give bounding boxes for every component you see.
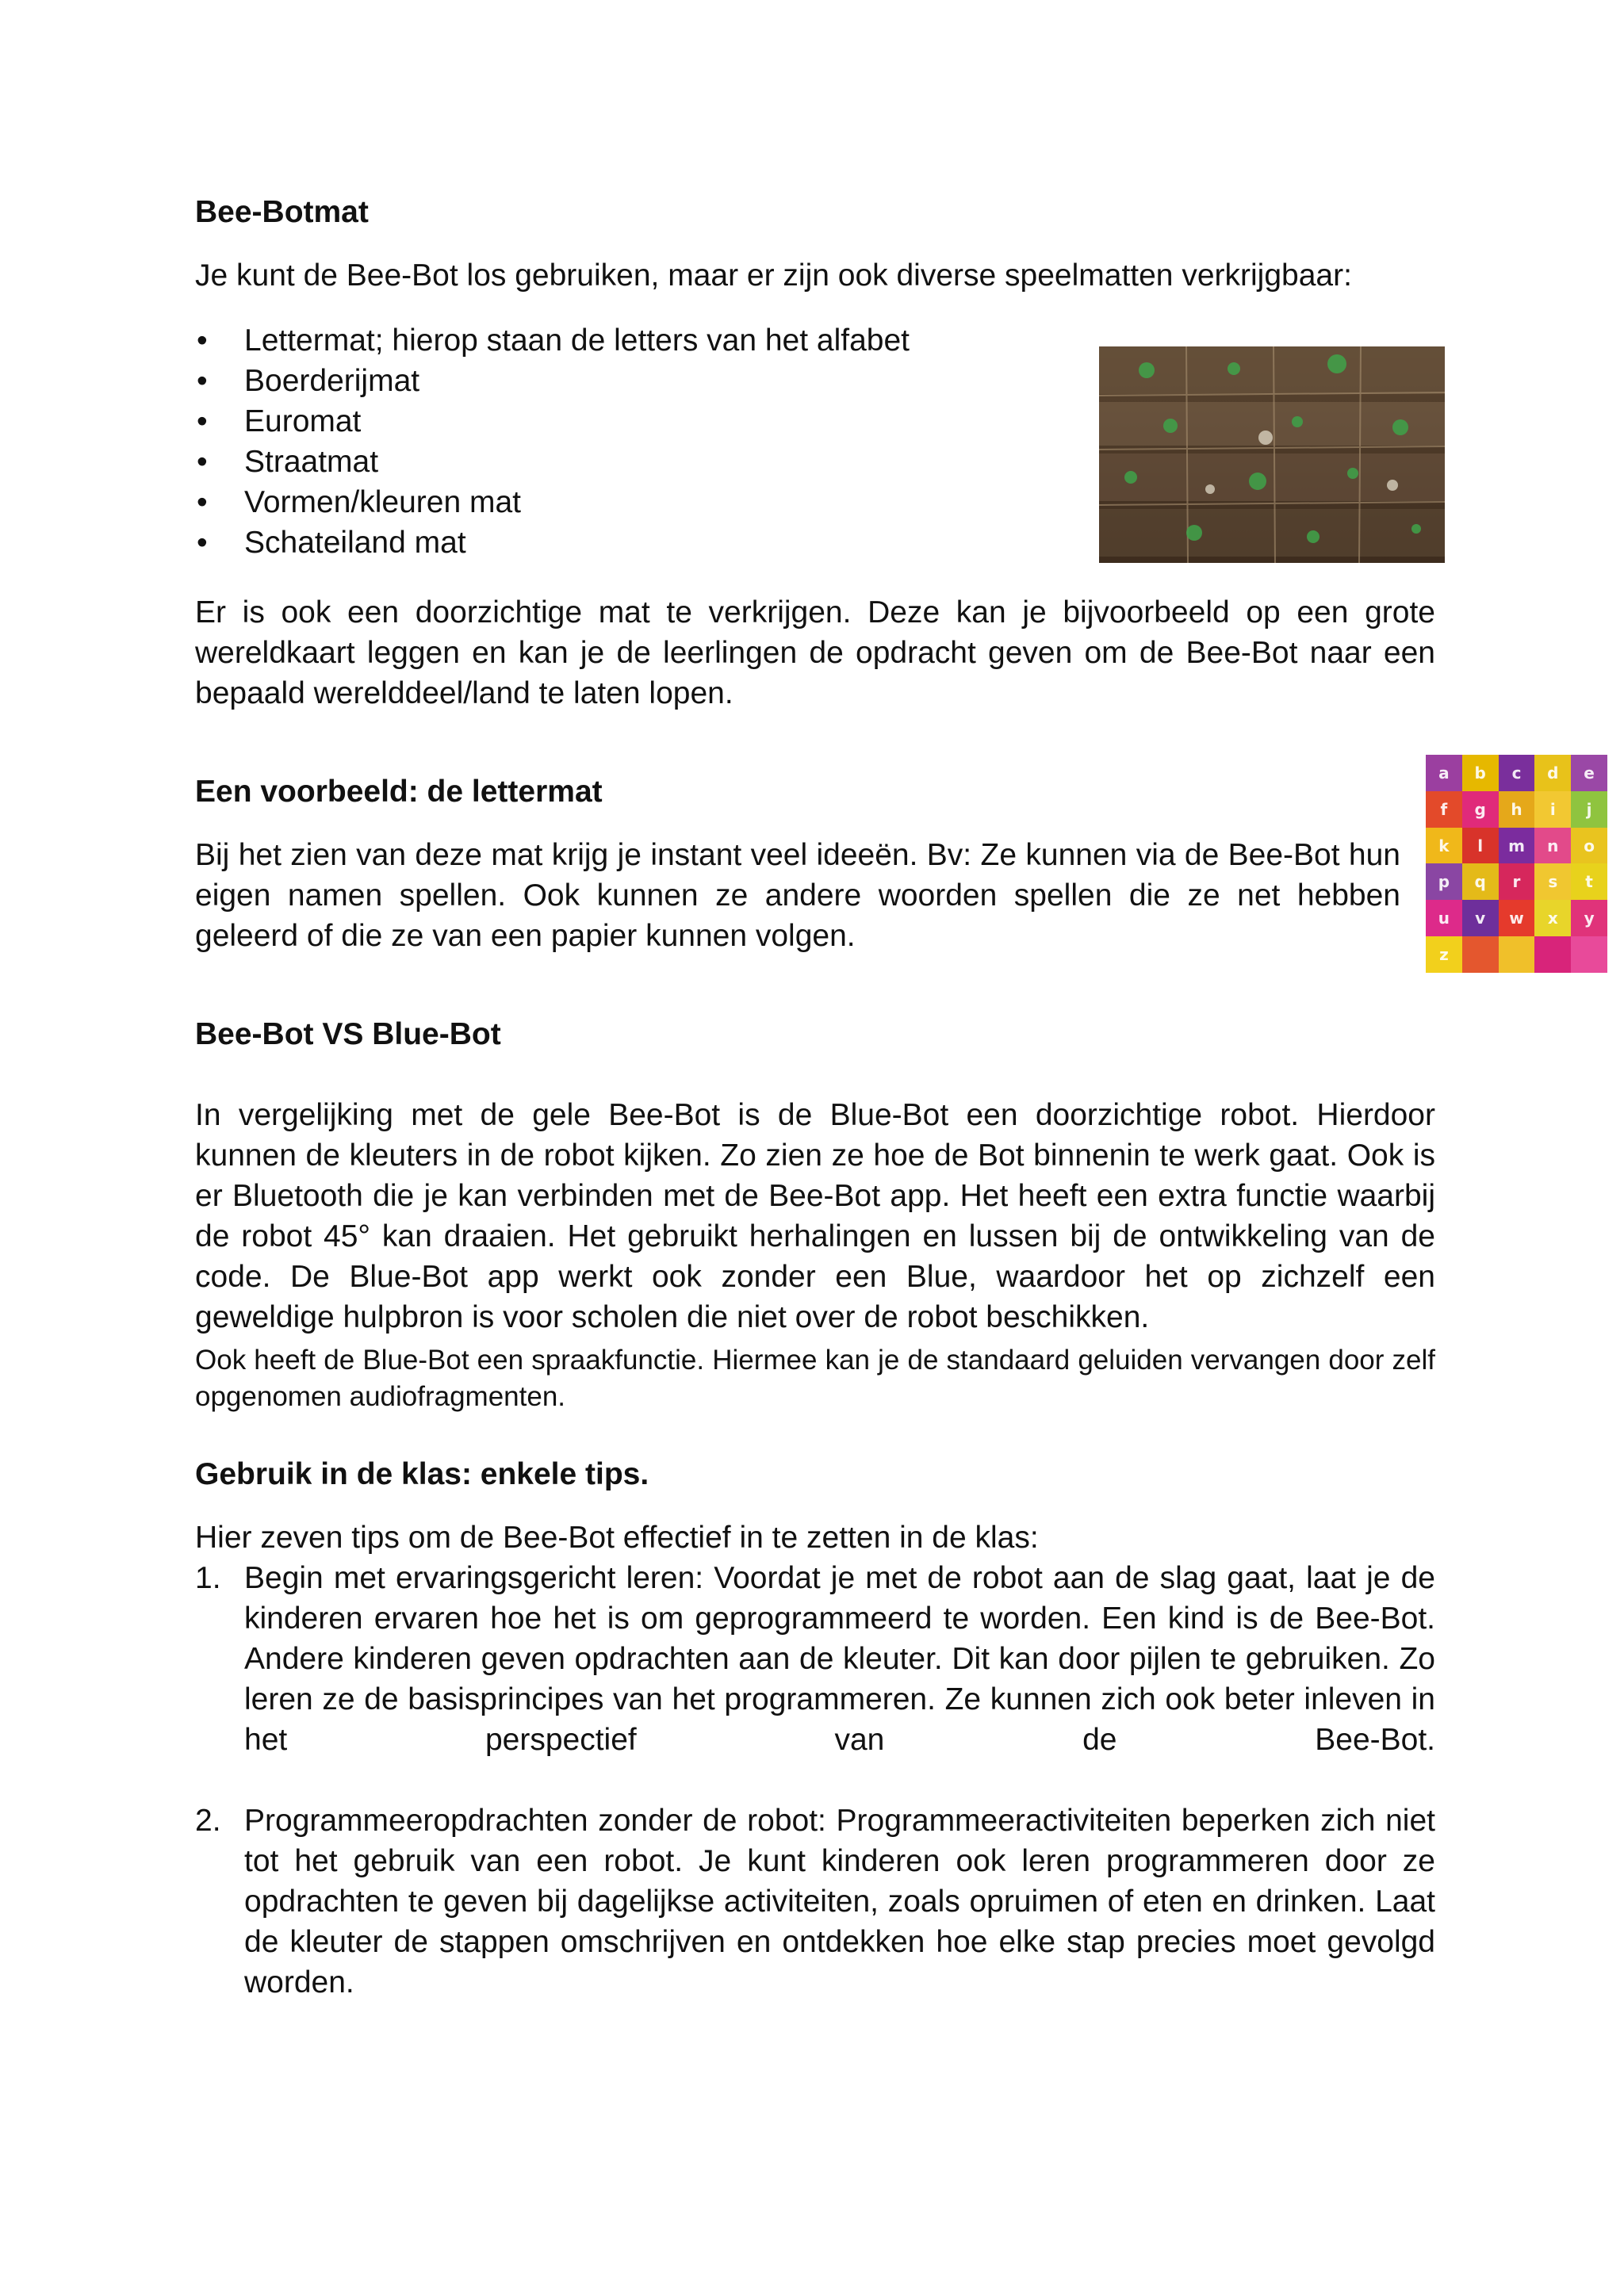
letter-cell: m xyxy=(1499,828,1535,864)
transparent-mat-photo xyxy=(1099,346,1445,563)
tip-text: Begin met ervaringsgericht leren: Voordat je met de robot aan de slag gaat, laat je de kinderen ervaren hoe het is om geprogrammeerd te worden. Een kind is de Bee-Bot. Andere kinderen geven opdrachten aan de kleuter. Dit kan door pijlen te gebruiken. Zo leren ze de basisprincipes van het programmeren. Ze kunnen zich ook beter inleven in het perspectief van de Bee-Bot. xyxy=(244,1561,1435,1757)
blue-bot-speech-paragraph: Ook heeft de Blue-Bot een spraakfunctie. Hiermee kan je de standaard geluiden vervangen door zelf opgenomen audiofragmenten. xyxy=(195,1345,1435,1412)
letter-cell: a xyxy=(1426,755,1462,791)
heading-tips: Gebruik in de klas: enkele tips. xyxy=(195,1457,649,1491)
letter-cell: q xyxy=(1462,863,1499,900)
letter-cell: y xyxy=(1571,900,1607,936)
letter-cell: x xyxy=(1534,900,1571,936)
letter-cell: g xyxy=(1462,791,1499,828)
list-item: • Schateiland mat xyxy=(195,522,1067,563)
intro-bee-botmat: Je kunt de Bee-Bot los gebruiken, maar er zijn ook diverse speelmatten verkrijgbaar: xyxy=(195,258,1352,293)
letter-cell xyxy=(1462,936,1499,973)
tips-intro: Hier zeven tips om de Bee-Bot effectief in te zetten in de klas: xyxy=(195,1521,1039,1555)
letter-cell: t xyxy=(1571,863,1607,900)
letter-cell: p xyxy=(1426,863,1462,900)
letter-cell: s xyxy=(1534,863,1571,900)
letter-cell: n xyxy=(1534,828,1571,864)
letter-cell: r xyxy=(1499,863,1535,900)
lettermat-paragraph: Bij het zien van deze mat krijg je instant veel ideeën. Bv: Ze kunnen via de Bee-Bot hun eigen namen spellen. Ook kunnen ze andere woorden spellen die ze net hebben geleerd of die ze van een papier kunnen volgen. xyxy=(195,838,1400,953)
letter-cell: z xyxy=(1426,936,1462,973)
letter-cell: d xyxy=(1534,755,1571,791)
tip-number: 2. xyxy=(195,1804,221,1838)
letter-cell: l xyxy=(1462,828,1499,864)
letter-cell: u xyxy=(1426,900,1462,936)
letter-cell xyxy=(1499,936,1535,973)
blue-bot-paragraph: In vergelijking met de gele Bee-Bot is de Blue-Bot een doorzichtige robot. Hierdoor kunnen de kleuters in de robot kijken. Zo zien ze hoe de Bot binnenin te werk gaat. Ook is er Bluetooth die je kan verbinden met de Bee-Bot app. Het heeft een extra functie waarbij de robot 45° kan draaien. Het gebruikt herhalingen en lussen bij de ontwikkeling van de code. De Blue-Bot app werkt ook zonder een Blue, waardoor het op zichzelf een geweldige hulpbron is voor scholen die niet over de robot beschikken. xyxy=(195,1098,1435,1334)
letter-cell: h xyxy=(1499,791,1535,828)
mat-list xyxy=(195,320,1067,563)
letter-cell: i xyxy=(1534,791,1571,828)
letter-cell: v xyxy=(1462,900,1499,936)
heading-lettermat: Een voorbeeld: de lettermat xyxy=(195,775,603,809)
letter-cell: f xyxy=(1426,791,1462,828)
list-item: • Euromat xyxy=(195,401,1067,442)
list-item xyxy=(195,1558,1435,1760)
heading-bee-botmat: Bee-Botmat xyxy=(195,195,369,229)
letter-cell: j xyxy=(1571,791,1607,828)
letter-cell: c xyxy=(1499,755,1535,791)
transparent-mat-paragraph: Er is ook een doorzichtige mat te verkrijgen. Deze kan je bijvoorbeeld op een grote wereldkaart leggen en kan je de leerlingen de opdracht geven om de Bee-Bot naar een bepaald werelddeel/land te laten lopen. xyxy=(195,595,1435,710)
tip-text: Programmeeropdrachten zonder de robot: Programmeeractiviteiten beperken zich niet tot het gebruik van een robot. Je kunt kinderen ook leren programmeren door ze opdrachten te geven bij dagelijkse activiteiten, zoals opruimen of eten en drinken. Laat de kleuter de stappen omschrijven en ontdekken hoe elke stap precies moet gevolgd worden. xyxy=(244,1804,1435,1999)
letter-cell: b xyxy=(1462,755,1499,791)
letter-cell: e xyxy=(1571,755,1607,791)
letter-cell xyxy=(1534,936,1571,973)
letter-mat-photo xyxy=(1426,755,1607,973)
list-item: • Straatmat xyxy=(195,442,1067,482)
list-item xyxy=(195,1800,1435,2003)
letter-cell: o xyxy=(1571,828,1607,864)
list-item: • Vormen/kleuren mat xyxy=(195,482,1067,522)
tips-list xyxy=(195,1558,1435,2003)
letter-cell xyxy=(1571,936,1607,973)
letter-cell: w xyxy=(1499,900,1535,936)
tip-number: 1. xyxy=(195,1561,221,1595)
list-item: • Lettermat; hierop staan de letters van het alfabet xyxy=(195,320,1067,361)
letter-cell: k xyxy=(1426,828,1462,864)
list-item: • Boerderijmat xyxy=(195,361,1067,401)
heading-bee-bot-vs-blue-bot: Bee-Bot VS Blue-Bot xyxy=(195,1017,501,1051)
